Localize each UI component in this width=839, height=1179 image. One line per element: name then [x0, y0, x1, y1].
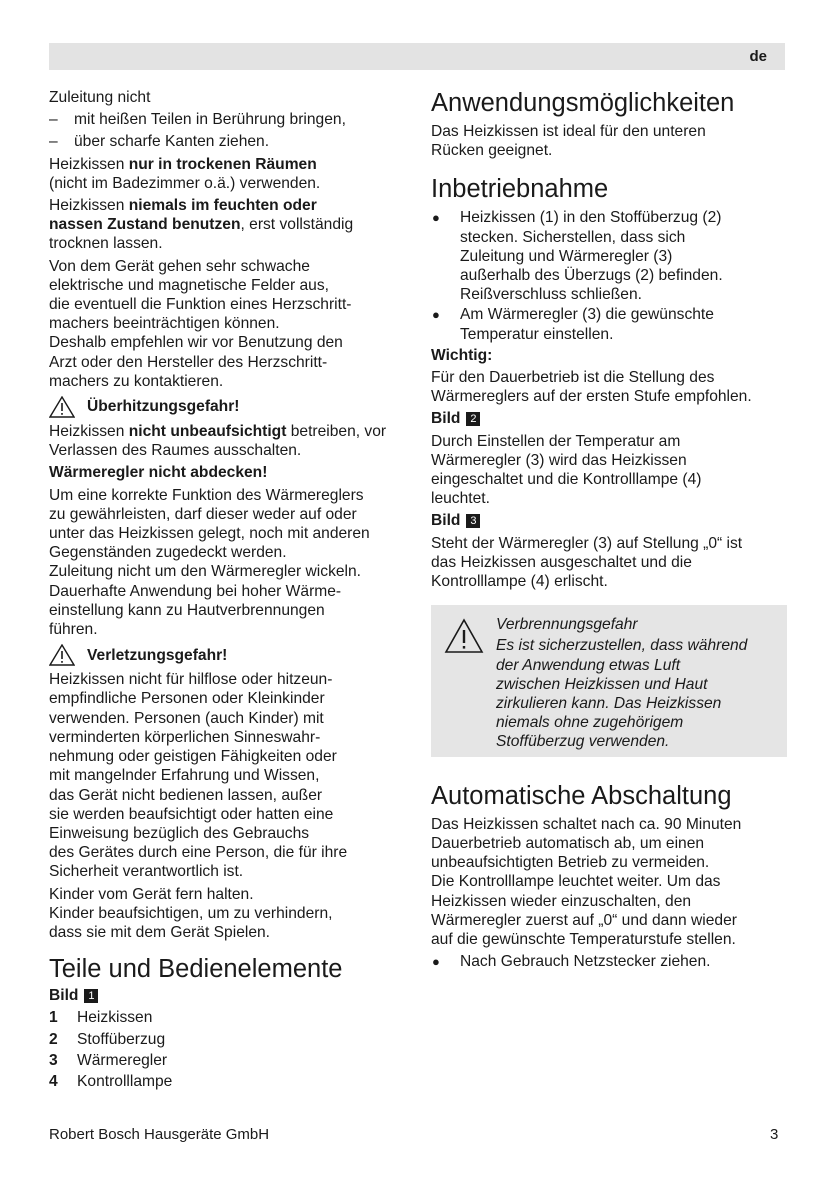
list-item: ● Am Wärmeregler (3) die gewünschte Temperatur einstellen.	[432, 306, 714, 343]
persons-text: Heizkissen nicht für hilflose oder hitzeun- empfindliche Personen oder Kleinkinder verwenden. Personen (auch Kinder) mit verminderten körperlichen Sinneswahr- nehmung oder geistigen Fähigkeiten oder mit mangelnder Erfahrung und Wissen, das Gerät nicht bedienen lassen, außer sie werden beaufsichtigt oder hatten eine Einweisung bezüglich des Gebrauchs des Gerätes durch eine Person, die für ihre Sicherheit verantwortlich ist.	[49, 671, 348, 881]
warning-icon	[49, 396, 75, 418]
footer-company: Robert Bosch Hausgeräte GmbH	[49, 1126, 270, 1143]
bullet-icon: ●	[432, 954, 440, 970]
never-wet-text: Heizkissen niemals im feuchten oder nassen Zustand benutzen, erst vollständig trocknen lassen.	[49, 197, 354, 253]
warning-icon	[444, 618, 484, 654]
list-item: ● Heizkissen (1) in den Stoffüberzug (2) stecken. Sicherstellen, dass sich Zuleitung und Wärmeregler (3) außerhalb des Überzugs (2) befinden. Reißverschluss schließen.	[432, 209, 723, 304]
left-column	[49, 88, 404, 1093]
figure-ref: Bild 2	[431, 409, 787, 428]
list-item: 2 Stoffüberzug	[49, 1030, 166, 1048]
dash-item: – mit heißen Teilen in Berührung bringen,	[49, 111, 346, 129]
applications-text: Das Heizkissen ist ideal für den unteren Rücken geeignet.	[431, 123, 706, 160]
unattended-text: Heizkissen nicht unbeaufsichtigt betreiben, vor Verlassen des Raumes ausschalten.	[49, 423, 387, 460]
note-title: Verbrennungsgefahr	[496, 616, 638, 634]
important-text: Für den Dauerbetrieb ist die Stellung des Wärmereglers auf der ersten Stufe empfohlen.	[431, 369, 752, 406]
dash-item: – über scharfe Kanten ziehen.	[49, 133, 270, 151]
figure2-text: Durch Einstellen der Temperatur am Wärmeregler (3) wird das Heizkissen eingeschaltet und die Kontrolllampe (4) leuchtet.	[431, 432, 702, 508]
header-bar	[49, 43, 785, 70]
startup-heading: Inbetriebnahme	[431, 175, 609, 204]
overheat-warning: Überhitzungsgefahr!	[49, 396, 404, 418]
children-text: Kinder vom Gerät fern halten. Kinder beaufsichtigen, um zu verhindern, dass sie mit dem Gerät Spielen.	[49, 885, 333, 941]
bullet-icon: ●	[432, 307, 440, 323]
parts-heading: Teile und Bedienelemente	[49, 955, 343, 984]
burn-warning-box: Verbrennungsgefahr Es ist sicherzustellen, dass während der Anwendung etwas Luft zwischen Heizkissen und Haut zirkulieren kann. Das Heizkissen niemals ohne zugehörigem Stoffüberzug verwenden.	[431, 605, 787, 756]
language-code: de	[749, 48, 767, 65]
list-item: ● Nach Gebrauch Netzstecker ziehen.	[432, 953, 711, 971]
list-item: 4 Kontrolllampe	[49, 1072, 173, 1090]
figure3-text: Steht der Wärmeregler (3) auf Stellung „0“ ist das Heizkissen ausgeschaltet und die Kontrolllampe (4) erlischt.	[431, 534, 743, 591]
important-label: Wichtig:	[431, 346, 493, 364]
bullet-icon: ●	[432, 210, 440, 226]
figure-ref: Bild 1	[49, 986, 404, 1005]
right-column	[431, 88, 787, 972]
pacemaker-text: Von dem Gerät gehen sehr schwache elektrische und magnetische Felder aus, die eventuell die Funktion eines Herzschritt- machers beeinträchtigen können. Deshalb empfehlen wir vor Benutzung den Arzt oder den Hersteller des Herzschritt- machers zu kontaktieren.	[49, 257, 352, 390]
list-item: 3 Wärmeregler	[49, 1051, 168, 1069]
list-item: 1 Heizkissen	[49, 1009, 153, 1027]
applications-heading: Anwendungsmöglichkeiten	[431, 89, 735, 117]
warning-icon	[49, 644, 75, 666]
page-number: 3	[770, 1126, 779, 1143]
dry-rooms-text: Heizkissen nur in trockenen Räumen (nicht im Badezimmer o.ä.) verwenden.	[49, 155, 321, 192]
injury-warning: Verletzungsgefahr!	[49, 644, 404, 666]
intro-text: Zuleitung nicht	[49, 89, 151, 106]
auto-off-heading: Automatische Abschaltung	[431, 781, 732, 810]
figure-ref: Bild 3	[431, 511, 787, 530]
parts-list	[49, 1008, 404, 1091]
auto-off-text: Das Heizkissen schaltet nach ca. 90 Minuten Dauerbetrieb automatisch ab, um einen unbeaufsichtigten Betrieb zu vermeiden. Die Kontrolllampe leuchtet weiter. Um das Heizkissen wieder einzuschalten, den Wärmeregler zuerst auf „0“ und dann wieder auf die gewünschte Temperaturstufe stellen.	[431, 815, 742, 948]
controller-text: Um eine korrekte Funktion des Wärmereglers zu gewährleisten, darf dieser weder auf oder unter das Heizkissen gelegt, noch mit anderen Gegenständen zugedeckt werden. Zuleitung nicht um den Wärmeregler wickeln. Dauerhafte Anwendung bei hoher Wärme- einstellung kann zu Hautverbrennungen führen.	[49, 486, 370, 639]
do-not-cover-text: Wärmeregler nicht abdecken!	[49, 464, 268, 482]
